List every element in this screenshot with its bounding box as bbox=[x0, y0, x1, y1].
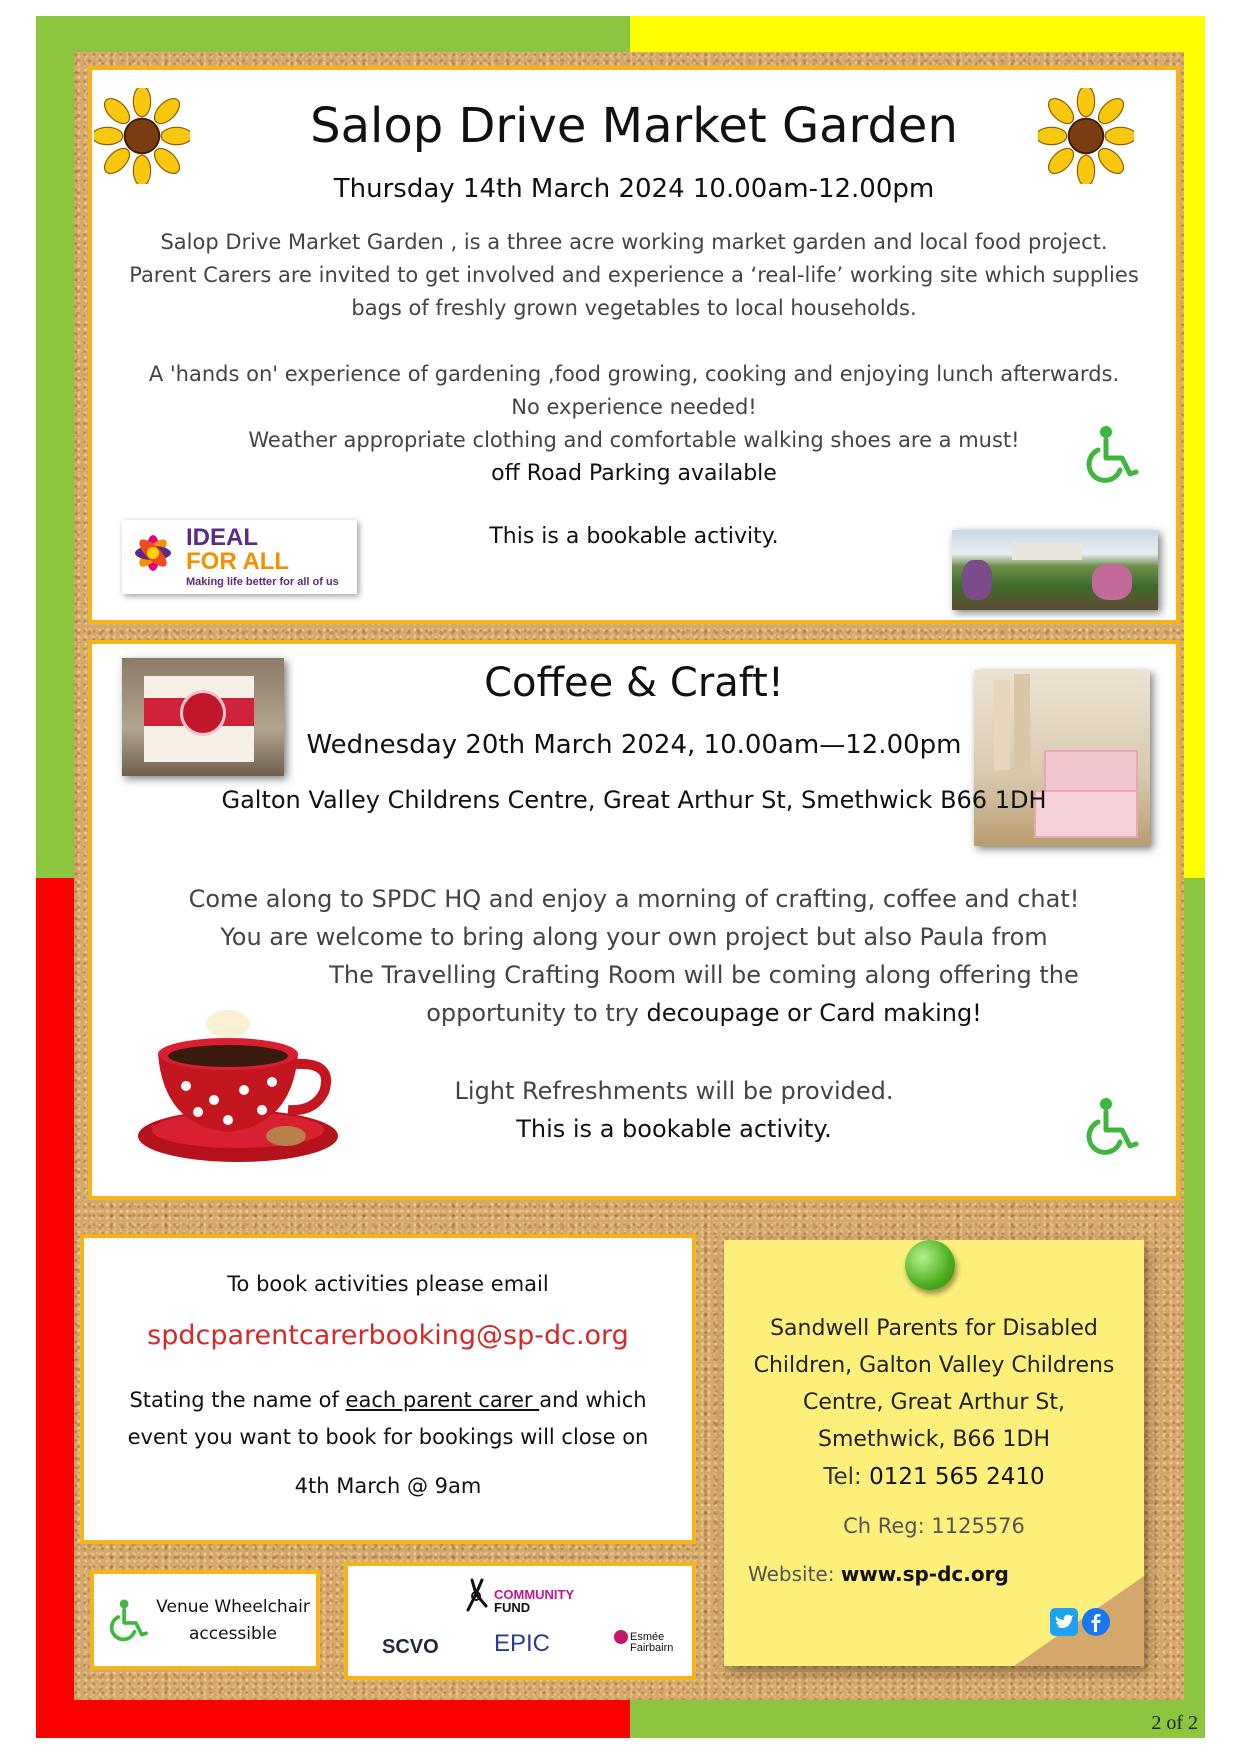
event2-venue: Galton Valley Childrens Centre, Great Arthur St, Smethwick B66 1DH bbox=[221, 786, 1047, 814]
event1-desc-line: A 'hands on' experience of gardening ,food growing, cooking and enjoying lunch afterwards. bbox=[148, 362, 1120, 386]
contact-address-line: Children, Galton Valley Childrens bbox=[753, 1353, 1115, 1378]
event2-desc-line: The Travelling Crafting Room will be coming along offering the bbox=[329, 961, 1079, 989]
website-label: Website: bbox=[748, 1562, 841, 1586]
contact-telephone bbox=[724, 1464, 1144, 1490]
event1-desc-line: Parent Carers are invited to get involved and experience a ‘real-life’ working site which supplies bbox=[129, 263, 1139, 287]
venue-accessible-text bbox=[150, 1594, 316, 1648]
scvo-logo: SCVO bbox=[382, 1636, 439, 1658]
event2-bookable: This is a bookable activity. bbox=[516, 1115, 832, 1143]
event2-desc-text: opportunity to try bbox=[426, 999, 647, 1027]
page-number: 2 of 2 bbox=[1151, 1712, 1198, 1734]
market-garden-photo bbox=[952, 530, 1158, 610]
booking-intro: To book activities please email bbox=[227, 1272, 549, 1296]
twitter-icon[interactable] bbox=[1050, 1608, 1078, 1636]
for-all-word: FOR ALL bbox=[186, 548, 290, 575]
booking-underlined-text: each parent carer bbox=[345, 1388, 540, 1412]
facebook-f-icon bbox=[1082, 1608, 1110, 1636]
booking-text: Stating the name of bbox=[129, 1388, 346, 1412]
contact-address-line: Smethwick, B66 1DH bbox=[818, 1427, 1050, 1452]
community-word: COMMUNITY bbox=[494, 1587, 575, 1602]
booking-details bbox=[80, 1382, 696, 1505]
facebook-icon[interactable] bbox=[1082, 1608, 1110, 1636]
booking-text: and which bbox=[539, 1388, 647, 1412]
community-fund-logo bbox=[494, 1588, 574, 1614]
event1-description bbox=[88, 226, 1180, 490]
ideal-for-all-logo bbox=[122, 520, 357, 594]
booking-deadline: 4th March @ 9am bbox=[294, 1474, 482, 1498]
event1-title: Salop Drive Market Garden bbox=[310, 98, 958, 154]
contact-website bbox=[748, 1562, 1009, 1586]
event1-desc-line: Weather appropriate clothing and comfortable walking shoes are a must! bbox=[248, 428, 1020, 452]
epic-logo: EPIC bbox=[494, 1630, 551, 1657]
ideal-word: IDEAL bbox=[186, 524, 258, 551]
venue-accessible-line: accessible bbox=[189, 1624, 277, 1644]
wheelchair-accessible-icon bbox=[108, 1598, 152, 1642]
esmee-fairbairn-logo bbox=[630, 1632, 673, 1654]
tel-number[interactable]: 0121 565 2410 bbox=[869, 1464, 1045, 1490]
charity-registration: Ch Reg: 1125576 bbox=[843, 1514, 1025, 1538]
website-link[interactable]: www.sp-dc.org bbox=[840, 1562, 1009, 1586]
coffee-cup-icon bbox=[128, 1000, 348, 1170]
event1-desc-line: bags of freshly grown vegetables to local households. bbox=[351, 296, 917, 320]
event2-desc-line: Come along to SPDC HQ and enjoy a morning of crafting, coffee and chat! bbox=[188, 885, 1080, 913]
booking-details-line bbox=[80, 1382, 696, 1419]
ideal-tagline: Making life better for all of us bbox=[186, 576, 339, 588]
funder-logos-card bbox=[344, 1562, 696, 1680]
esmee-fairbairn-mark-icon bbox=[614, 1630, 628, 1644]
venue-accessible-line: Venue Wheelchair bbox=[156, 1597, 310, 1617]
wheelchair-accessible-icon bbox=[1084, 424, 1144, 484]
event2-refreshments: Light Refreshments will be provided. bbox=[454, 1077, 894, 1105]
tel-label: Tel: bbox=[823, 1464, 870, 1490]
ideal-logo-text bbox=[186, 526, 289, 574]
fairbairn-word: Fairbairn bbox=[630, 1642, 674, 1654]
event1-bookable: This is a bookable activity. bbox=[489, 524, 779, 549]
event1-parking: off Road Parking available bbox=[491, 461, 777, 486]
note-folded-corner bbox=[1014, 1576, 1144, 1666]
event2-desc-line: You are welcome to bring along your own project but also Paula from bbox=[220, 923, 1048, 951]
booking-email-link[interactable]: spdcparentcarerbooking@sp-dc.org bbox=[147, 1320, 629, 1351]
contact-address bbox=[724, 1310, 1144, 1458]
booking-details-line: event you want to book for bookings will close on bbox=[127, 1425, 649, 1449]
push-pin-icon bbox=[905, 1240, 955, 1290]
ideal-star-icon bbox=[128, 528, 178, 578]
lottery-fingers-icon bbox=[462, 1576, 492, 1612]
contact-address-line: Centre, Great Arthur St, bbox=[802, 1390, 1066, 1415]
event2-title: Coffee & Craft! bbox=[484, 660, 784, 706]
wheelchair-accessible-icon bbox=[1084, 1096, 1144, 1156]
event1-desc-line: Salop Drive Market Garden , is a three acre working market garden and local food project. bbox=[160, 230, 1108, 254]
event1-desc-line: No experience needed! bbox=[511, 395, 757, 419]
event1-datetime: Thursday 14th March 2024 10.00am-12.00pm bbox=[333, 174, 935, 204]
fund-word: FUND bbox=[494, 1600, 531, 1615]
contact-address-line: Sandwell Parents for Disabled bbox=[770, 1316, 1098, 1341]
event2-datetime: Wednesday 20th March 2024, 10.00am—12.00pm bbox=[306, 730, 962, 760]
esmee-word: Esmée bbox=[630, 1631, 665, 1643]
twitter-bird-icon bbox=[1050, 1608, 1078, 1636]
event2-desc-highlight: decoupage or Card making! bbox=[646, 999, 982, 1027]
